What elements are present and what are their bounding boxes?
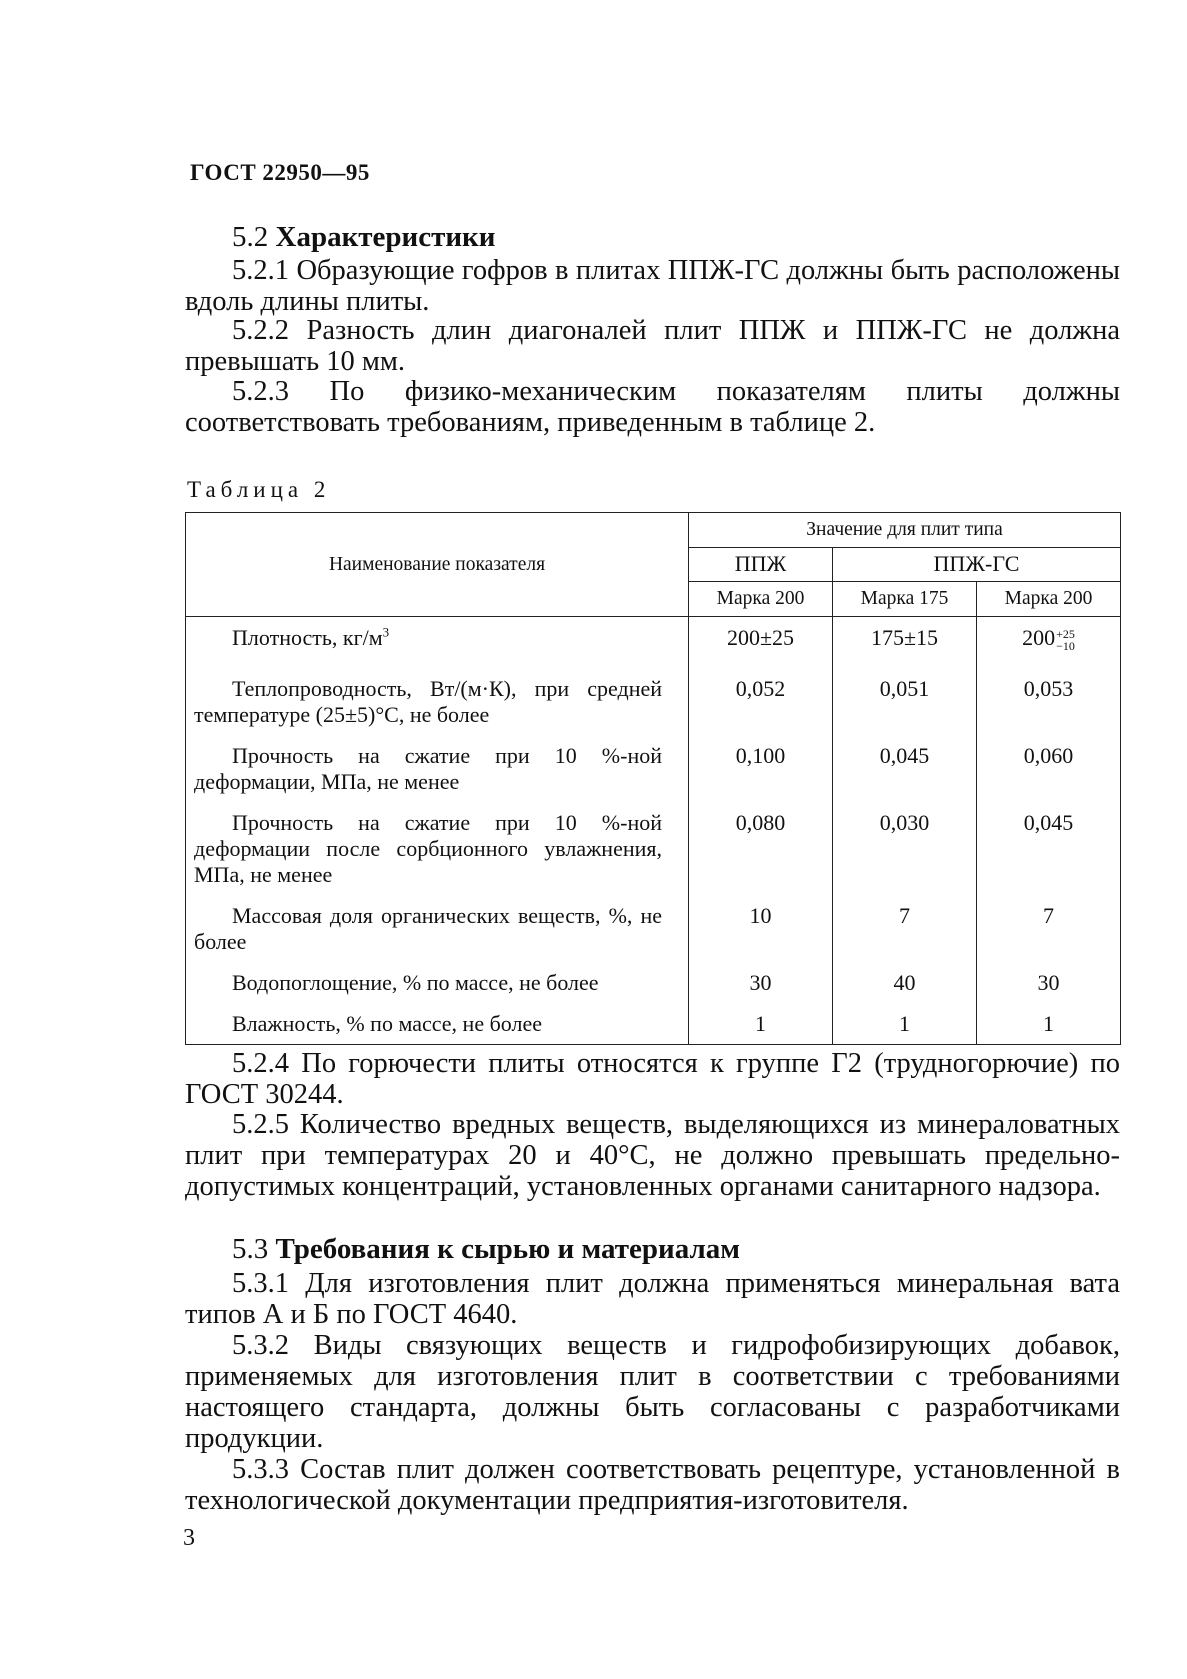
paragraph-5-2-1: 5.2.1 Образующие гофров в плитах ППЖ-ГС должны быть расположены вдоль длины плиты. <box>185 255 1120 317</box>
paragraph-5-3-2: 5.3.2 Виды связующих веществ и гидрофобизирующих добавок, применяемых для изготовления плит в соответствии с требованиями настоящего стандарта, должны быть согласованы с разработчиками продукции. <box>185 1330 1120 1454</box>
section-number: 5.2 <box>232 221 269 253</box>
row-name <box>186 617 689 669</box>
document-header: ГОСТ 22950—95 <box>190 160 370 185</box>
table-row <box>186 802 1121 895</box>
table-row <box>186 617 1121 669</box>
value-cell: 0,100 <box>689 735 833 802</box>
value-cell: 0,051 <box>833 668 977 735</box>
table-row <box>186 962 1121 1003</box>
value-cell: 1 <box>833 1003 977 1045</box>
value-cell: 7 <box>833 895 977 962</box>
header-indicator-name: Наименование показателя <box>186 513 689 617</box>
table-caption: Таблица 2 <box>187 477 331 502</box>
row-name: Водопоглощение, % по массе, не более <box>186 962 689 1003</box>
value-cell: 1 <box>689 1003 833 1045</box>
paragraph-5-2-2: 5.2.2 Разность длин диагоналей плит ППЖ и ППЖ-ГС не должна превышать 10 мм. <box>185 315 1120 377</box>
value-base: 200 <box>1022 625 1056 650</box>
section-title: Характеристики <box>275 221 496 253</box>
value-cell: 7 <box>977 895 1121 962</box>
table-row <box>186 1003 1121 1045</box>
header-grade: Марка 175 <box>833 582 977 617</box>
header-grade: Марка 200 <box>977 582 1121 617</box>
table-row <box>186 668 1121 735</box>
value-cell: 30 <box>689 962 833 1003</box>
row-name: Теплопроводность, Вт/(м·К), при средней температуре (25±5)°С, не более <box>186 668 689 735</box>
tolerance-minus: −10 <box>1056 638 1075 653</box>
table-row <box>186 735 1121 802</box>
value-cell: 0,052 <box>689 668 833 735</box>
header-type-ppzh-gs: ППЖ-ГС <box>833 547 1121 582</box>
value-cell <box>977 617 1121 669</box>
row-name-text: Плотность, кг/м <box>232 625 383 650</box>
paragraph-5-3-1: 5.3.1 Для изготовления плит должна применяться минеральная вата типов А и Б по ГОСТ 4640. <box>185 1268 1120 1330</box>
paragraph-5-2-3: 5.2.3 По физико-механическим показателям плиты должны соответствовать требованиям, приведенным в таблице 2. <box>185 376 1120 438</box>
value-cell: 200±25 <box>689 617 833 669</box>
page-number: 3 <box>183 1525 195 1551</box>
header-type-ppzh: ППЖ <box>689 547 833 582</box>
value-cell: 10 <box>689 895 833 962</box>
tolerance <box>1056 628 1075 652</box>
value-cell: 40 <box>833 962 977 1003</box>
value-cell: 1 <box>977 1003 1121 1045</box>
value-cell: 0,053 <box>977 668 1121 735</box>
value-cell: 0,045 <box>977 802 1121 895</box>
header-values: Значение для плит типа <box>689 513 1121 548</box>
value-cell: 0,045 <box>833 735 977 802</box>
row-name: Массовая доля органических веществ, %, не более <box>186 895 689 962</box>
section-number: 5.3 <box>232 1233 269 1265</box>
row-name: Влажность, % по массе, не более <box>186 1003 689 1045</box>
paragraph-5-3-3: 5.3.3 Состав плит должен соответствовать рецептуре, установленной в технологической документации предприятия-изготовителя. <box>185 1454 1120 1516</box>
value-cell: 175±15 <box>833 617 977 669</box>
row-name: Прочность на сжатие при 10 %-ной деформации, МПа, не менее <box>186 735 689 802</box>
value-cell: 0,060 <box>977 735 1121 802</box>
section-5-3-heading <box>232 1233 740 1266</box>
section-title: Требования к сырью и материалам <box>275 1233 740 1265</box>
header-grade: Марка 200 <box>689 582 833 617</box>
paragraph-5-2-5: 5.2.5 Количество вредных веществ, выделяющихся из минераловатных плит при температурах 20 и 40°С, не должно превышать предельно-допустимых концентраций, установленных органами санитарного надзора. <box>185 1109 1120 1202</box>
table-row <box>186 895 1121 962</box>
row-name: Прочность на сжатие при 10 %-ной деформации после сорбционного увлажнения, МПа, не менее <box>186 802 689 895</box>
paragraph-5-2-4: 5.2.4 По горючести плиты относятся к группе Г2 (трудногорючие) по ГОСТ 30244. <box>185 1048 1120 1110</box>
section-5-2-heading <box>232 221 495 254</box>
value-cell: 30 <box>977 962 1121 1003</box>
value-cell: 0,030 <box>833 802 977 895</box>
properties-table <box>185 512 1121 1045</box>
superscript: 3 <box>382 624 390 640</box>
tolerance-plus: +25 <box>1056 626 1075 641</box>
value-cell: 0,080 <box>689 802 833 895</box>
